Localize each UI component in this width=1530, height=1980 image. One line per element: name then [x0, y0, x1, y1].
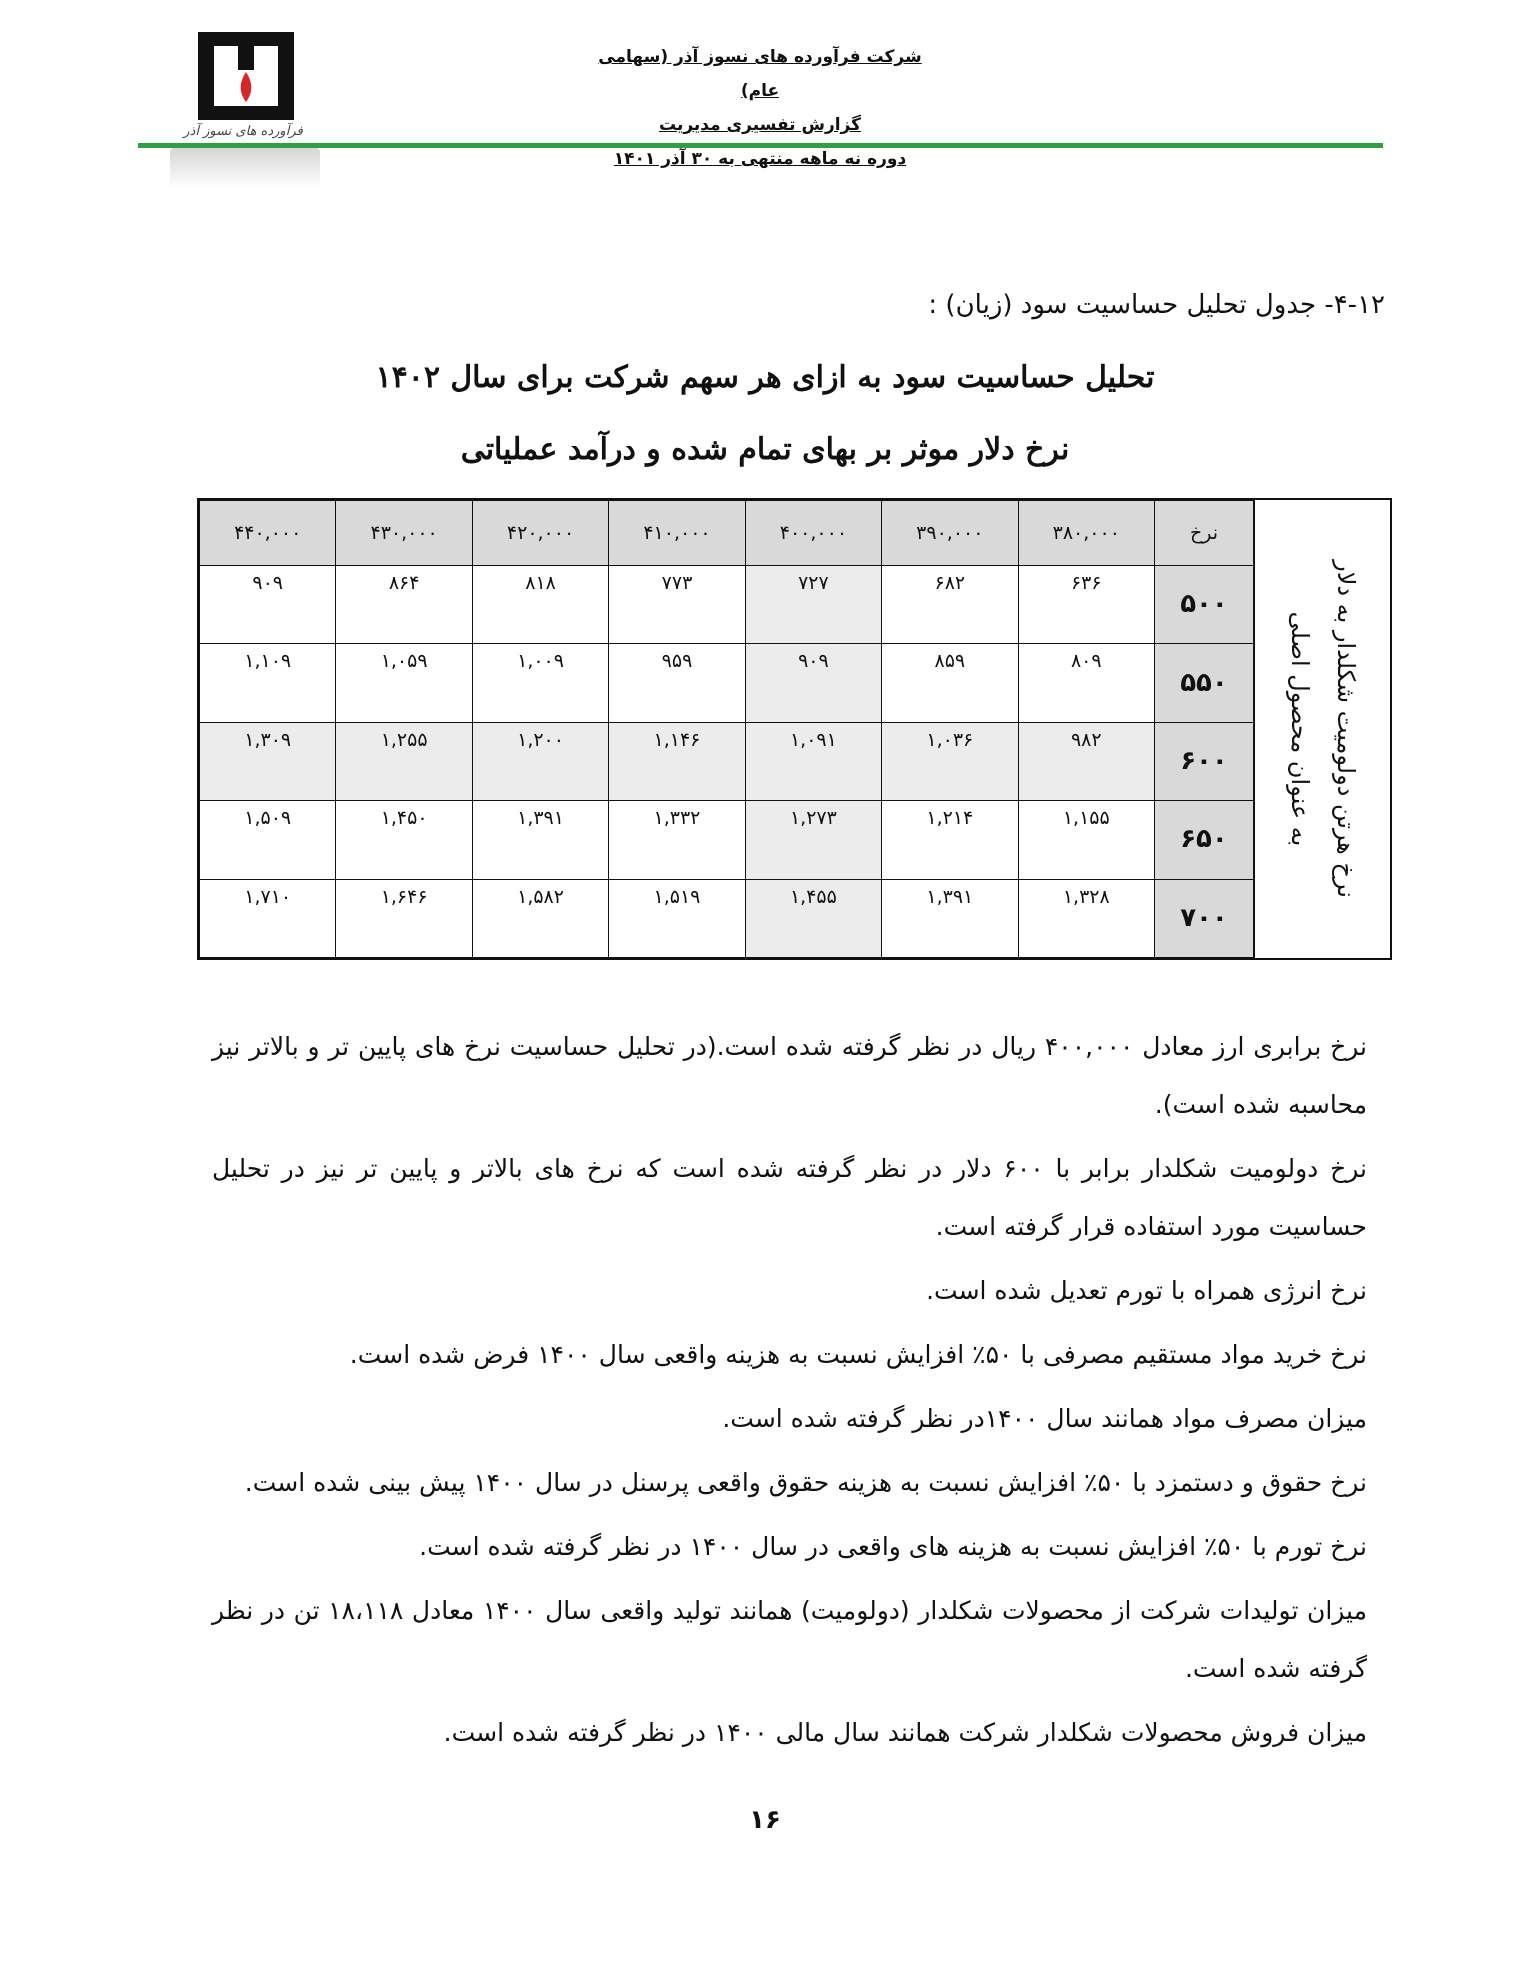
table-cell: ۱,۲۱۴ [882, 801, 1018, 879]
logo-caption: فرآورده های نسوز آذر [183, 124, 303, 139]
row-axis-label [1254, 500, 1391, 958]
row-axis-label-line-2: به عنوان محصول اصلی [1286, 611, 1314, 847]
column-header: ۳۹۰,۰۰۰ [882, 501, 1018, 566]
table-cell: ۱,۰۰۹ [472, 644, 608, 722]
note-paragraph: نرخ خرید مواد مستقیم مصرفی با ۵۰٪ افزایش نسبت به هزینه واقعی سال ۱۴۰۰ فرض شده است. [349, 1340, 1367, 1369]
table-cell: ۱,۴۵۵ [745, 879, 881, 957]
column-header: ۴۰۰,۰۰۰ [745, 501, 881, 566]
table-cell: ۱,۵۱۹ [609, 879, 745, 957]
table-row [200, 722, 1254, 800]
table-row [200, 566, 1254, 644]
note-paragraph: میزان فروش محصولات شکلدار شرکت همانند سال مالی ۱۴۰۰ در نظر گرفته شده است. [443, 1718, 1367, 1747]
row-header: ۷۰۰ [1155, 879, 1254, 957]
report-period: دوره نه ماهه منتهی به ۳۰ آذر ۱۴۰۱ [613, 149, 907, 169]
note-paragraph: میزان مصرف مواد همانند سال ۱۴۰۰در نظر گرفته شده است. [722, 1404, 1367, 1433]
table-cell: ۹۸۲ [1018, 722, 1154, 800]
table-title: تحلیل حساسیت سود به ازای هر سهم شرکت برای سال ۱۴۰۲ [375, 360, 1155, 395]
table-cell: ۷۲۷ [745, 566, 881, 644]
table-header-row [200, 501, 1254, 566]
table-cell: ۱,۷۱۰ [200, 879, 336, 957]
sensitivity-grid [199, 500, 1254, 958]
table-cell: ۱,۲۰۰ [472, 722, 608, 800]
row-axis-label-line-1: نرخ هرتن دولومیت شکلدار به دلار [1332, 560, 1360, 898]
corner-header: نرخ [1155, 501, 1254, 566]
page-number: ۱۶ [749, 1805, 781, 1835]
row-header: ۶۵۰ [1155, 801, 1254, 879]
column-header: ۴۴۰,۰۰۰ [200, 501, 336, 566]
table-cell: ۸۰۹ [1018, 644, 1154, 722]
table-row [200, 801, 1254, 879]
note-paragraph: نرخ انرژی همراه با تورم تعدیل شده است. [926, 1276, 1367, 1305]
sensitivity-table [197, 498, 1392, 960]
table-cell: ۱,۲۵۵ [336, 722, 472, 800]
table-cell: ۸۶۴ [336, 566, 472, 644]
column-header: ۴۳۰,۰۰۰ [336, 501, 472, 566]
table-cell: ۱,۳۹۱ [882, 879, 1018, 957]
table-cell: ۱,۶۴۶ [336, 879, 472, 957]
table-cell: ۱,۳۰۹ [200, 722, 336, 800]
table-cell: ۱,۱۵۵ [1018, 801, 1154, 879]
page-header [0, 0, 1530, 200]
table-cell: ۷۷۳ [609, 566, 745, 644]
table-cell: ۱,۱۰۹ [200, 644, 336, 722]
header-divider [138, 143, 1383, 148]
table-cell: ۸۵۹ [882, 644, 1018, 722]
table-subtitle: نرخ دلار موثر بر بهای تمام شده و درآمد عملیاتی [460, 432, 1070, 467]
table-row [200, 644, 1254, 722]
table-cell: ۱,۳۹۱ [472, 801, 608, 879]
table-cell: ۹۰۹ [745, 644, 881, 722]
table-cell: ۶۳۶ [1018, 566, 1154, 644]
logo-mark-icon [198, 32, 294, 120]
row-axis-label-text [1277, 560, 1369, 898]
report-name: گزارش تفسیری مدیریت [658, 115, 862, 135]
assumption-notes [212, 1018, 1367, 1768]
logo-shadow [170, 148, 320, 188]
company-name: شرکت فرآورده های نسوز آذر (سهامی عام) [598, 47, 922, 101]
table-cell: ۱,۰۵۹ [336, 644, 472, 722]
note-paragraph: نرخ حقوق و دستمزد با ۵۰٪ افزایش نسبت به هزینه حقوق واقعی پرسنل در سال ۱۴۰۰ پیش بینی شده است. [244, 1468, 1367, 1497]
table-cell: ۸۱۸ [472, 566, 608, 644]
header-text [580, 40, 940, 176]
table-cell: ۱,۰۹۱ [745, 722, 881, 800]
table-cell: ۶۸۲ [882, 566, 1018, 644]
note-paragraph: نرخ تورم با ۵۰٪ افزایش نسبت به هزینه های واقعی در سال ۱۴۰۰ در نظر گرفته شده است. [419, 1532, 1367, 1561]
table-cell: ۱,۲۷۳ [745, 801, 881, 879]
row-header: ۶۰۰ [1155, 722, 1254, 800]
section-title: ۴-۱۲- جدول تحلیل حساسیت سود (زیان) : [928, 290, 1385, 320]
column-header: ۳۸۰,۰۰۰ [1018, 501, 1154, 566]
company-logo [160, 30, 330, 190]
table-cell: ۹۰۹ [200, 566, 336, 644]
table-cell: ۱,۵۰۹ [200, 801, 336, 879]
table-cell: ۱,۳۳۲ [609, 801, 745, 879]
note-paragraph: نرخ دولومیت شکلدار برابر با ۶۰۰ دلار در نظر گرفته شده است که نرخ های بالاتر و پایین تر نیز در تحلیل حساسیت مورد استفاده قرار گرفته است. [212, 1154, 1367, 1241]
table-cell: ۱,۰۳۶ [882, 722, 1018, 800]
table-cell: ۹۵۹ [609, 644, 745, 722]
column-header: ۴۲۰,۰۰۰ [472, 501, 608, 566]
column-header: ۴۱۰,۰۰۰ [609, 501, 745, 566]
note-paragraph: میزان تولیدات شرکت از محصولات شکلدار (دولومیت) همانند تولید واقعی سال ۱۴۰۰ معادل ۱۸،۱۱۸ تن در نظر گرفته شده است. [212, 1596, 1367, 1683]
table-cell: ۱,۴۵۰ [336, 801, 472, 879]
table-row [200, 879, 1254, 957]
table-cell: ۱,۱۴۶ [609, 722, 745, 800]
note-paragraph: نرخ برابری ارز معادل ۴۰۰,۰۰۰ ریال در نظر گرفته شده است.(در تحلیل حساسیت نرخ های پایین تر و بالاتر نیز محاسبه شده است). [212, 1032, 1367, 1119]
table-cell: ۱,۳۲۸ [1018, 879, 1154, 957]
row-header: ۵۵۰ [1155, 644, 1254, 722]
row-header: ۵۰۰ [1155, 566, 1254, 644]
table-cell: ۱,۵۸۲ [472, 879, 608, 957]
